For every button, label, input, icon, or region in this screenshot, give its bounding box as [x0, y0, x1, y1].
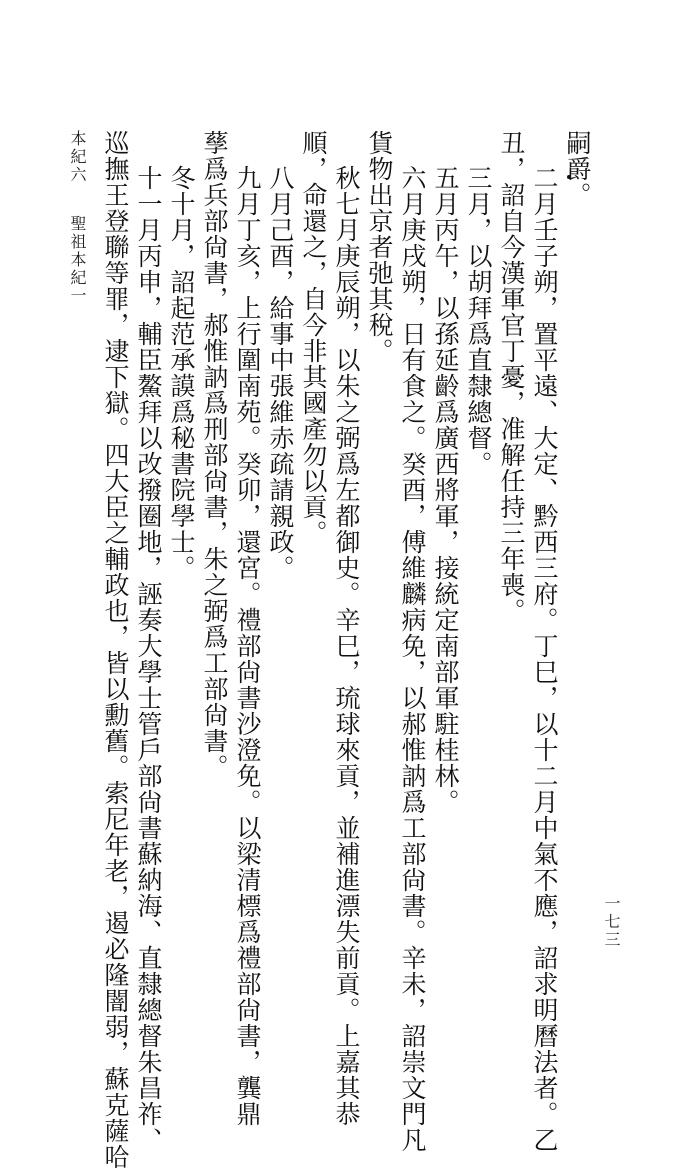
text-column-11: 九月丁亥，上行圍南苑。癸卯，還宮。禮部尙書沙澄免。以梁清標爲禮部尙書，龔鼎: [233, 165, 262, 1127]
text-column-14: 十一月丙申，輔臣鰲拜以改撥圈地，誣奏大學士管戶部尙書蘇納海、直隸總督朱昌祚、: [134, 165, 163, 1153]
text-column-5: 五月丙午，以孫延齡爲廣西將軍，接統定南部軍駐桂林。: [431, 165, 460, 815]
text-column-8: 秋七月庚辰朔，以朱之弼爲左都御史。辛巳，琉球來貢，並補進漂失前貢。上嘉其恭: [332, 165, 361, 1127]
text-column-9: 順，命還之，自今非其國產勿以貢。: [299, 130, 328, 546]
text-column-15: 巡撫王登聯等罪，逮下獄。四大臣之輔政也，皆以勳舊。索尼年老，遏必隆闇弱，蘇克薩哈: [101, 130, 130, 1170]
text-column-10: 八月己酉，給事中張維赤疏請親政。: [266, 165, 295, 581]
text-column-6: 六月庚戌朔，日有食之。癸酉，傅維麟病免，以郝惟訥爲工部尙書。辛未，詔崇文門凡: [398, 165, 427, 1153]
text-column-3: 丑，詔自今漢軍官丁憂，准解任持三年喪。: [497, 130, 526, 624]
running-header-section: 聖祖本紀一: [68, 215, 87, 305]
text-column-13: 冬十月，詔起范承謨爲秘書院學士。: [167, 165, 196, 581]
text-column-12: 孶爲兵部尙書，郝惟訥爲刑部尙書，朱之弼爲工部尙書。: [200, 130, 229, 780]
running-header-chapter: 本紀六: [68, 130, 87, 184]
text-column-1: 嗣爵。: [563, 130, 592, 208]
text-column-2: 二月壬子朔，置平遠、大定、黔西三府。丁巳，以十二月中氣不應，詔求明曆法者。乙: [530, 165, 559, 1153]
text-column-7: 貨物出京者弛其稅。: [365, 130, 394, 364]
text-column-4: 三月，以胡拜爲直隸總督。: [464, 165, 493, 477]
page-number: 一七三: [602, 895, 621, 949]
